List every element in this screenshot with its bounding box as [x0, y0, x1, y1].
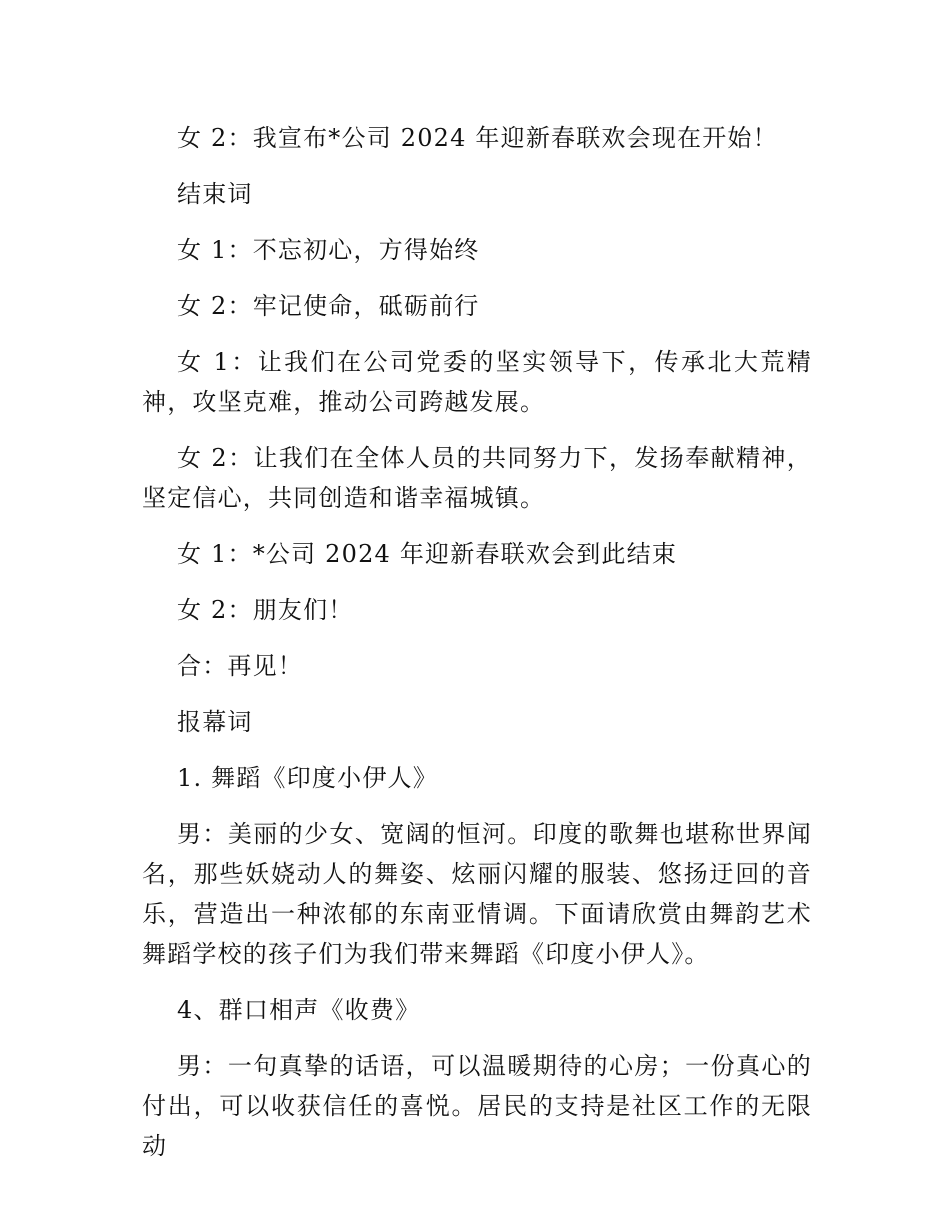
closing-line-2: 女 2：牢记使命，砥砺前行 — [177, 292, 480, 320]
closing-line-3: 女 1：让我们在公司党委的坚实领导下，传承北大荒精神，攻坚克难，推动公司跨越发展。 — [142, 348, 812, 416]
closing-line-5: 女 1：*公司 2024 年迎新春联欢会到此结束 — [177, 540, 678, 568]
program-intro-4: 男：一句真挚的话语，可以温暖期待的心房；一份真心的付出，可以收获信任的喜悦。居民的支持是社区工作的无限动 — [142, 1052, 812, 1160]
closing-line-7: 合：再见！ — [177, 652, 303, 680]
program-intro-1: 男：美丽的少女、宽阔的恒河。印度的歌舞也堪称世界闻名，那些妖娆动人的舞姿、炫丽闪耀的服装、悠扬迂回的音乐，营造出一种浓郁的东南亚情调。下面请欣赏由舞韵艺术舞蹈学校的孩子们为我们带来舞蹈《印度小伊人》。 — [142, 820, 812, 968]
closing-line-1: 女 1：不忘初心，方得始终 — [177, 236, 480, 264]
section-heading-closing: 结束词 — [177, 180, 253, 208]
document-body — [142, 118, 812, 1182]
opening-announcement: 女 2：我宣布*公司 2024 年迎新春联欢会现在开始！ — [177, 124, 778, 152]
program-item-4: 4、群口相声《收费》 — [177, 996, 421, 1024]
program-item-1: 1. 舞蹈《印度小伊人》 — [177, 764, 438, 792]
section-heading-announcements: 报幕词 — [177, 708, 253, 736]
closing-line-4: 女 2：让我们在全体人员的共同努力下，发扬奉献精神，坚定信心，共同创造和谐幸福城镇。 — [142, 444, 812, 512]
closing-line-6: 女 2：朋友们！ — [177, 596, 354, 624]
